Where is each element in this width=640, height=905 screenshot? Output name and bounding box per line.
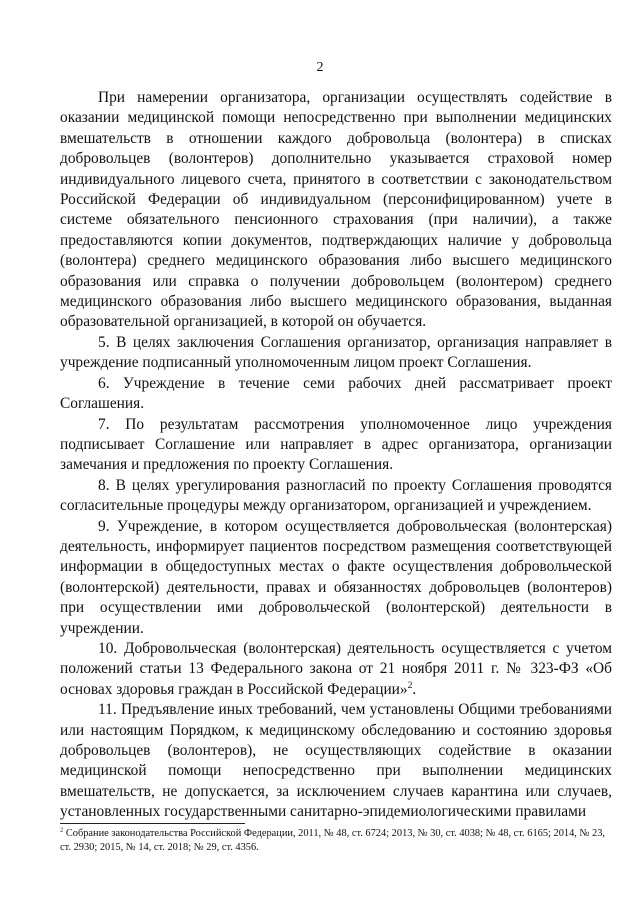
paragraph-intro bbox=[60, 88, 612, 333]
paragraph-7 bbox=[60, 415, 612, 476]
paragraph-5 bbox=[60, 333, 612, 374]
footnote bbox=[60, 827, 612, 855]
paragraph-text: 9. Учреждение, в котором осуществляется добровольческая (волонтерская) деятельность, информирует пациентов посредством размещения соответствующей информации в общедоступных местах о факте осуществления добровольческой (волонтерской) деятельности, правах и обязанностях добровольцев (волонтеров) при осуществлении ими добровольческой (волонтерской) деятельности в учреждении. bbox=[60, 517, 612, 637]
paragraph-9 bbox=[60, 517, 612, 639]
paragraph-text: 11. Предъявление иных требований, чем установлены Общими требованиями или настоящим Порядком, к медицинскому обследованию и состоянию здоровья добровольцев (волонтеров), не осуществляющих содействие в оказании медицинской помощи непосредственно при выполнении медицинских вмешательств, не допускается, за исключением случаев карантина или случаев, установленных государственными санитарно-эпидемиологическими правилами bbox=[60, 701, 612, 821]
paragraph-text: 7. По результатам рассмотрения уполномоченное лицо учреждения подписывает Соглашение или направляет в адрес организатора, организации замечания и предложения по проекту Соглашения. bbox=[60, 415, 612, 474]
paragraph-10 bbox=[60, 639, 612, 700]
paragraph-text: 8. В целях урегулирования разногласий по проекту Соглашения проводятся согласительные процедуры между организатором, организацией и учреждением. bbox=[60, 476, 612, 515]
document-body bbox=[60, 88, 612, 823]
paragraph-6 bbox=[60, 374, 612, 415]
footnote-separator bbox=[60, 823, 245, 824]
paragraph-8 bbox=[60, 476, 612, 517]
paragraph-11 bbox=[60, 700, 612, 822]
footnote-marker: 2 bbox=[60, 826, 64, 834]
paragraph-text: 10. Добровольческая (волонтерская) деятельность осуществляется с учетом положений статьи 13 Федерального закона от 21 ноября 2011 г. № 323-ФЗ «Об основах здоровья граждан в Российской Федерации» bbox=[60, 639, 612, 698]
paragraph-text: 5. В целях заключения Соглашения организатор, организация направляет в учреждение подписанный уполномоченным лицом проект Соглашения. bbox=[60, 333, 612, 372]
footnote-text: Собрание законодательства Российской Федерации, 2011, № 48, ст. 6724; 2013, № 30, ст. 4038; № 48, ст. 6165; 2014, № 23, ст. 2930; 2015, № 14, ст. 2018; № 29, ст. 4356. bbox=[60, 828, 605, 853]
paragraph-text: При намерении организатора, организации осуществлять содействие в оказании медицинской помощи непосредственно при выполнении медицинских вмешательств в отношении каждого добровольца (волонтера) в списках добровольцев (волонтеров) дополнительно указывается страховой номер индивидуального лицевого счета, принятого в соответствии с законодательством Российской Федерации об индивидуальном (персонифицированном) учете в системе обязательного пенсионного страхования (при наличии), а также предоставляются копии документов, подтверждающих наличие у добровольца (волонтера) среднего медицинского образования либо высшего медицинского образования или справка о получении добровольцем (волонтером) среднего медицинского образования либо высшего медицинского образования, выданная образовательной организацией, в которой он обучается. bbox=[60, 89, 612, 331]
paragraph-text: 6. Учреждение в течение семи рабочих дней рассматривает проект Соглашения. bbox=[60, 374, 612, 413]
footnote-reference[interactable]: 2 bbox=[407, 679, 413, 691]
page-number: 2 bbox=[316, 60, 324, 75]
paragraph-text-tail: . bbox=[412, 680, 417, 698]
